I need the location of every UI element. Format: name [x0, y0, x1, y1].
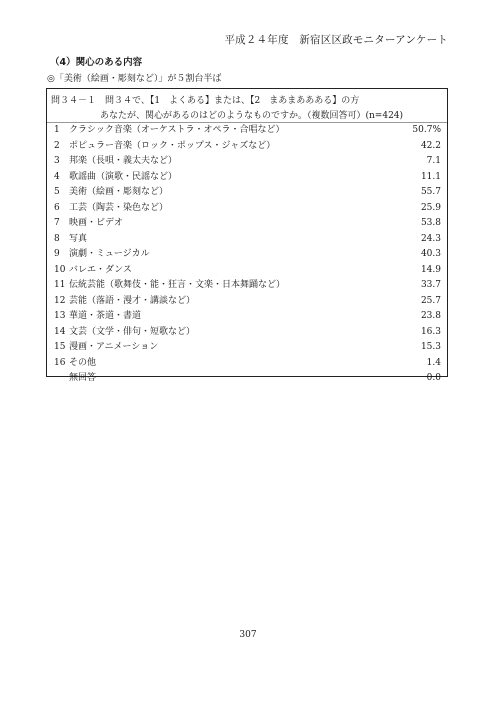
row-label: 華道・茶道・書道 — [69, 311, 142, 321]
row-number: 10 — [54, 264, 66, 275]
row-label: 芸能（落語・漫才・講談など） — [69, 295, 196, 306]
row-number: 1 — [54, 125, 60, 135]
table-row — [47, 294, 447, 310]
document-header: 平成２４年度 新宿区区政モニターアンケート — [224, 34, 448, 46]
row-value: 25.9 — [420, 202, 441, 213]
table-row — [47, 356, 447, 372]
row-label: 文芸（文学・俳句・短歌など） — [69, 326, 196, 337]
table-row — [47, 325, 447, 341]
result-rows — [47, 123, 447, 387]
row-label: 漫画・アニメーション — [69, 342, 159, 352]
row-value: 33.7 — [420, 280, 441, 290]
row-value: 53.8 — [420, 218, 441, 228]
table-row — [47, 185, 447, 201]
table-row — [47, 263, 447, 279]
row-number: 13 — [54, 311, 66, 321]
row-label: 工芸（陶芸・染色など） — [69, 202, 169, 213]
row-value: 15.3 — [420, 342, 441, 352]
page-number: 307 — [239, 630, 257, 640]
summary-note: ◎「美術（絵画・彫刻など）」が５割台半ば — [47, 74, 222, 84]
row-label: 邦楽（長唄・義太夫など） — [69, 156, 178, 166]
row-value: 50.7% — [412, 125, 441, 135]
row-number: 5 — [54, 187, 60, 197]
row-number: 2 — [54, 140, 60, 151]
table-row — [47, 139, 447, 155]
row-label: その他 — [69, 357, 97, 368]
table-row — [47, 170, 447, 186]
row-label: 写真 — [69, 233, 88, 244]
row-value: 16.3 — [420, 326, 441, 337]
survey-results-table — [46, 88, 448, 383]
row-label: 歌謡曲（演歌・民謡など） — [69, 171, 178, 182]
table-row — [47, 232, 447, 248]
row-label: ポピュラー音楽（ロック・ポップス・ジャズなど） — [69, 140, 276, 151]
row-value: 1.4 — [426, 357, 441, 368]
row-value: 23.8 — [420, 311, 441, 321]
row-number: 9 — [54, 249, 60, 259]
row-label: 伝統芸能（歌舞伎・能・狂言・文楽・日本舞踊など） — [69, 280, 286, 290]
row-value: 40.3 — [420, 249, 441, 259]
row-number: 16 — [54, 357, 66, 368]
row-number: 12 — [54, 295, 66, 306]
row-label: 無回答 — [69, 373, 97, 383]
row-number: 4 — [54, 171, 60, 182]
question-line-2: あなたが、関心があるのはどのようなものですか。（複数回答可）(n=424) — [100, 111, 404, 121]
table-row — [47, 154, 447, 170]
table-row — [47, 309, 447, 325]
table-row — [47, 278, 447, 294]
question-line-1: 問３４－１ 問３４で、【1 よくある】または、【2 まあまああある】の方 — [51, 96, 360, 106]
table-row — [47, 201, 447, 217]
table-row — [47, 371, 447, 387]
row-value: 25.7 — [420, 295, 441, 306]
row-value: 11.1 — [420, 171, 441, 182]
row-label: バレエ・ダンス — [69, 264, 132, 275]
row-value: 7.1 — [426, 156, 441, 166]
table-row — [47, 340, 447, 356]
row-label: 演劇・ミュージカル — [69, 249, 150, 259]
row-number: 8 — [54, 233, 60, 244]
row-label: 美術（絵画・彫刻など） — [69, 187, 169, 197]
row-number: 14 — [54, 326, 66, 337]
row-value: 14.9 — [420, 264, 441, 275]
row-number: 7 — [54, 218, 60, 228]
table-row — [47, 123, 447, 139]
row-label: 映画・ビデオ — [69, 218, 123, 228]
row-number: 15 — [54, 342, 66, 352]
row-value: 24.3 — [420, 233, 441, 244]
row-number: 6 — [54, 202, 60, 213]
row-label: クラシック音楽（オーケストラ・オペラ・合唱など） — [69, 125, 285, 135]
row-number: 3 — [54, 156, 60, 166]
row-value: 55.7 — [420, 187, 441, 197]
section-title: （4）関心のある内容 — [50, 57, 143, 68]
table-row — [47, 216, 447, 232]
table-row — [47, 247, 447, 263]
row-number: 11 — [54, 280, 66, 290]
row-value: 42.2 — [420, 140, 441, 151]
row-value: 0.0 — [426, 373, 441, 383]
